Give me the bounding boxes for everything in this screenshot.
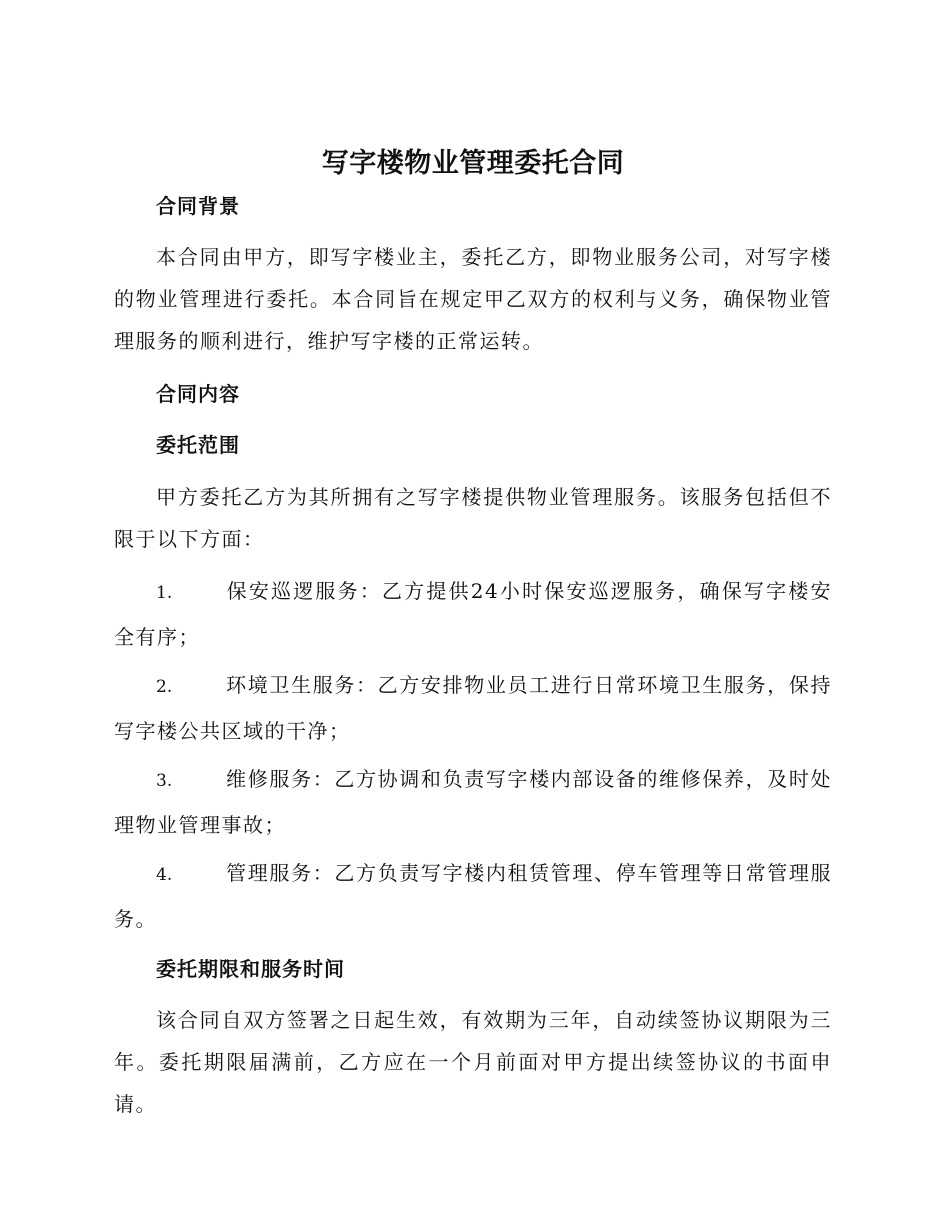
list-item-text: 管理服务：乙方负责写字楼内租赁管理、停车管理等日常管理服务。 bbox=[114, 861, 832, 931]
list-item-text: 维修服务：乙方协调和负责写字楼内部设备的维修保养，及时处理物业管理事故； bbox=[114, 767, 832, 837]
list-item-number: 2. bbox=[156, 677, 173, 697]
section-heading-scope: 委托范围 bbox=[156, 433, 240, 457]
list-item-number: 1. bbox=[156, 583, 173, 603]
list-item-text: 环境卫生服务：乙方安排物业员工进行日常环境卫生服务，保持写字楼公共区域的干净； bbox=[114, 673, 832, 743]
document-title: 写字楼物业管理委托合同 bbox=[321, 148, 625, 179]
list-item bbox=[114, 851, 832, 941]
list-item-number: 3. bbox=[156, 771, 173, 791]
list-item-number: 4. bbox=[156, 865, 173, 885]
list-item-text: 保安巡逻服务：乙方提供24小时保安巡逻服务，确保写字楼安全有序； bbox=[114, 579, 832, 649]
section-heading-content: 合同内容 bbox=[156, 382, 240, 406]
list-item bbox=[114, 757, 832, 847]
paragraph-background: 本合同由甲方，即写字楼业主，委托乙方，即物业服务公司，对写字楼的物业管理进行委托。本合同旨在规定甲乙双方的权利与义务，确保物业管理服务的顺利进行，维护写字楼的正常运转。 bbox=[114, 245, 832, 353]
paragraph-term: 该合同自双方签署之日起生效，有效期为三年，自动续签协议期限为三年。委托期限届满前，乙方应在一个月前面对甲方提出续签协议的书面申请。 bbox=[114, 1008, 832, 1116]
paragraph-scope: 甲方委托乙方为其所拥有之写字楼提供物业管理服务。该服务包括但不限于以下方面： bbox=[114, 485, 832, 551]
section-heading-term: 委托期限和服务时间 bbox=[156, 957, 345, 981]
list-item bbox=[114, 569, 832, 659]
list-item bbox=[114, 663, 832, 753]
section-heading-background: 合同背景 bbox=[156, 194, 240, 218]
